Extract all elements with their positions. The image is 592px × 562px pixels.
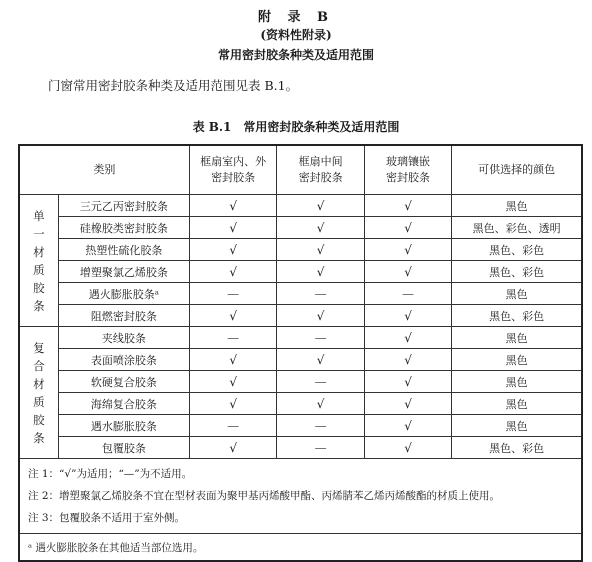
cell-glass: √ [364, 195, 451, 217]
table-caption: 表 B.1 常用密封胶条种类及适用范围 [192, 120, 400, 134]
cell-frame: √ [189, 349, 277, 371]
group-char: 质 [33, 262, 45, 277]
cell-glass: √ [364, 393, 451, 415]
header-glass-seal-line2: 密封胶条 [386, 171, 431, 184]
cell-middle: √ [277, 305, 364, 327]
cell-frame: — [189, 415, 277, 437]
strip-name: 表面喷涂胶条 [58, 349, 189, 371]
cell-middle: — [277, 437, 364, 459]
footnote-cell: ᵃ 遇火膨胀胶条在其他适当部位选用。 [19, 534, 582, 562]
header-middle-seal [277, 145, 364, 195]
appendix-title: 附 录 B [257, 10, 335, 25]
cell-frame: √ [189, 437, 277, 459]
cell-middle: — [277, 371, 364, 393]
header-color: 可供选择的颜色 [452, 145, 582, 195]
header-frame-seal [189, 145, 277, 195]
group-char: 胶 [33, 412, 45, 427]
table-row [19, 305, 582, 327]
note-3: 注 3：包覆胶条不适用于室外侧。 [28, 512, 186, 524]
group-char: 一 [33, 226, 45, 241]
header-frame-seal-line1: 框扇室内、外 [200, 155, 267, 168]
cell-middle: — [277, 283, 364, 305]
group-single-material [19, 195, 58, 327]
cell-color: 黑色 [452, 349, 582, 371]
cell-glass: √ [364, 239, 451, 261]
strip-name: 三元乙丙密封胶条 [58, 195, 189, 217]
strip-name: 包覆胶条 [58, 437, 189, 459]
header-category: 类别 [19, 145, 189, 195]
cell-middle: — [277, 327, 364, 349]
cell-color: 黑色 [452, 195, 582, 217]
strip-name: 增塑聚氯乙烯胶条 [58, 261, 189, 283]
group-char: 合 [33, 358, 45, 373]
appendix-heading: 常用密封胶条种类及适用范围 [217, 48, 374, 62]
table-row [19, 349, 582, 371]
group-char: 条 [33, 298, 45, 313]
cell-glass: √ [364, 415, 451, 437]
cell-middle: √ [277, 195, 364, 217]
cell-frame: √ [189, 195, 277, 217]
strip-name: 夹线胶条 [58, 327, 189, 349]
cell-frame: √ [189, 371, 277, 393]
table-row [19, 239, 582, 261]
group-char: 条 [33, 430, 45, 445]
seal-strip-table [18, 144, 583, 562]
cell-color: 黑色、彩色 [452, 305, 582, 327]
cell-frame: √ [189, 305, 277, 327]
cell-glass: √ [364, 349, 451, 371]
note-1: 注 1：“√”为适用；“—”为不适用。 [28, 468, 193, 480]
cell-glass: √ [364, 305, 451, 327]
group-char: 材 [33, 376, 45, 391]
notes-row [19, 459, 582, 534]
cell-color: 黑色、彩色 [452, 437, 582, 459]
cell-frame: — [189, 327, 277, 349]
cell-middle: — [277, 415, 364, 437]
group-char: 胶 [33, 280, 45, 295]
header-frame-seal-line2: 密封胶条 [211, 171, 256, 184]
cell-color: 黑色、彩色、透明 [452, 217, 582, 239]
group-char: 材 [33, 244, 45, 259]
table-row [19, 283, 582, 305]
note-2: 注 2：增塑聚氯乙烯胶条不宜在型材表面为聚甲基丙烯酸甲酯、丙烯腈苯乙烯丙烯酸酯的材质上使用。 [28, 490, 501, 502]
cell-glass: √ [364, 327, 451, 349]
strip-name: 遇火膨胀胶条ᵃ [58, 283, 189, 305]
cell-glass: √ [364, 371, 451, 393]
strip-name: 海绵复合胶条 [58, 393, 189, 415]
group-composite-material [19, 327, 58, 459]
cell-middle: √ [277, 393, 364, 415]
group-char: 质 [33, 394, 45, 409]
cell-color: 黑色 [452, 327, 582, 349]
table-row [19, 327, 582, 349]
cell-glass: √ [364, 217, 451, 239]
notes-cell [19, 459, 582, 534]
cell-frame: √ [189, 261, 277, 283]
cell-frame: √ [189, 393, 277, 415]
cell-color: 黑色 [452, 415, 582, 437]
group-char: 复 [33, 340, 45, 355]
header-middle-seal-line1: 框扇中间 [298, 155, 343, 168]
cell-color: 黑色 [452, 393, 582, 415]
cell-frame: — [189, 283, 277, 305]
strip-name: 热塑性硫化胶条 [58, 239, 189, 261]
table-row [19, 437, 582, 459]
cell-color: 黑色、彩色 [452, 261, 582, 283]
header-glass-seal [364, 145, 451, 195]
table-row [19, 371, 582, 393]
intro-paragraph: 门窗常用密封胶条种类及适用范围见表 B.1。 [48, 78, 299, 93]
table-row [19, 261, 582, 283]
cell-middle: √ [277, 217, 364, 239]
header-middle-seal-line2: 密封胶条 [298, 171, 343, 184]
table-row [19, 217, 582, 239]
table-row [19, 195, 582, 217]
cell-glass: — [364, 283, 451, 305]
cell-middle: √ [277, 239, 364, 261]
strip-name: 软硬复合胶条 [58, 371, 189, 393]
group-char: 单 [33, 208, 45, 223]
table-row [19, 415, 582, 437]
table-row [19, 393, 582, 415]
cell-middle: √ [277, 261, 364, 283]
cell-middle: √ [277, 349, 364, 371]
cell-color: 黑色 [452, 283, 582, 305]
table-header-row [19, 145, 582, 195]
strip-name: 遇水膨胀胶条 [58, 415, 189, 437]
header-glass-seal-line1: 玻璃镶嵌 [386, 155, 431, 168]
strip-name: 硅橡胶类密封胶条 [58, 217, 189, 239]
strip-name: 阻燃密封胶条 [58, 305, 189, 327]
cell-glass: √ [364, 437, 451, 459]
cell-color: 黑色 [452, 371, 582, 393]
cell-frame: √ [189, 239, 277, 261]
cell-frame: √ [189, 217, 277, 239]
cell-glass: √ [364, 261, 451, 283]
cell-color: 黑色、彩色 [452, 239, 582, 261]
appendix-subtitle: (资料性附录) [260, 28, 332, 42]
